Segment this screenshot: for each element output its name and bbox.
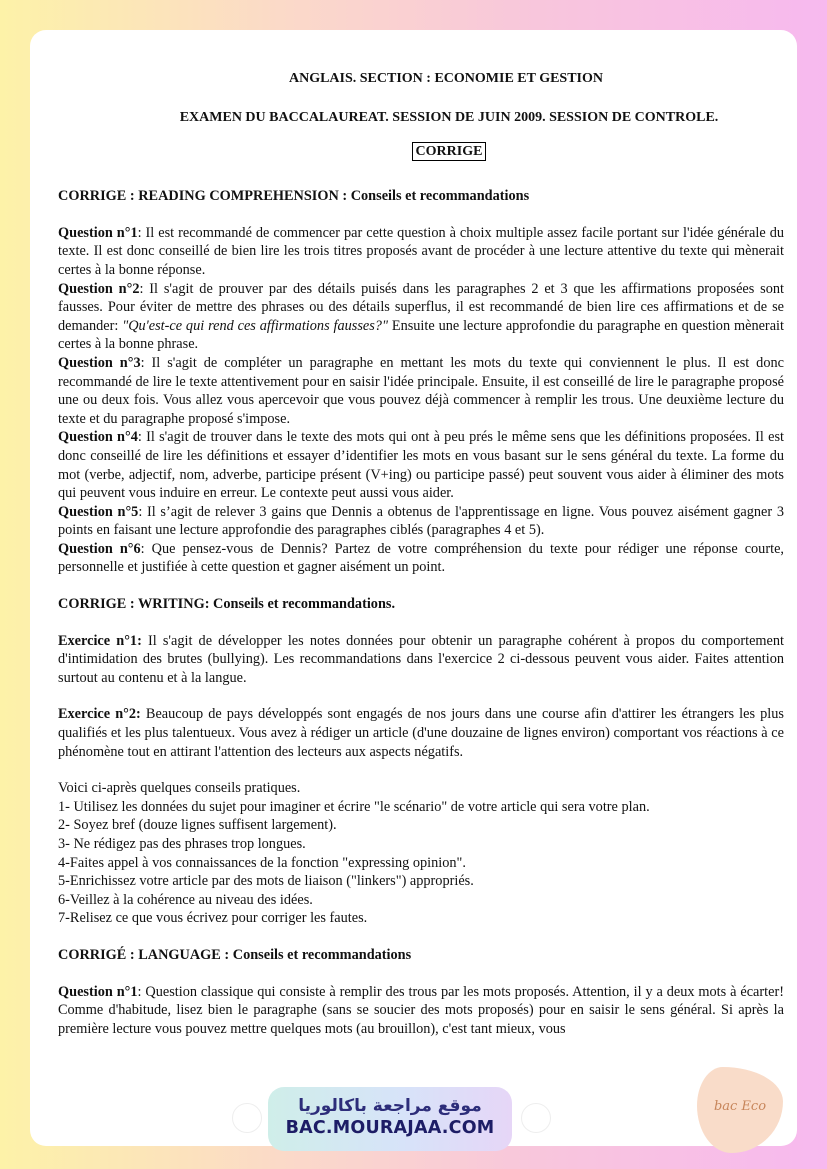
tip-item: 6-Veillez à la cohérence au niveau des idées. [58, 891, 313, 908]
site-url: BAC.MOURAJAA.COM [285, 1118, 495, 1138]
document-content [58, 70, 784, 1038]
tip-item: 1- Utilisez les données du sujet pour imaginer et écrire "le scénario" de votre article qui sera votre plan. [58, 798, 650, 815]
writing-exercise-2: Exercice n°2: Beaucoup de pays développés sont engagés de nos jours dans une course afin d'attirer les étrangers les plus qualifiés et les plus talentueux. Vous avez à rédiger un article (d'une douzaine de lignes environ) comportant vos réactions à ce phénomène tout en attirant l'attention des lecteurs aux aspects négatifs. [58, 706, 784, 760]
reading-question-5: Question n°5: Il s’agit de relever 3 gains que Dennis a obtenus de l'apprentissage en ligne. Vous pouvez aisément gagner 3 points en faisant une lecture approfondie des paragraphes ciblés (paragraphes 4 et 5). [58, 503, 784, 539]
document-page [30, 30, 797, 1146]
writing-exercise-1: Exercice n°1: Il s'agit de développer les notes données pour obtenir un paragraphe cohérent à propos du comportement d'intimidation des brutes (bullying). Les recommandations dans l'exercice 2 ci-dessous peuvent vous aider. Faites attention surtout au contenu et à la langue. [58, 632, 785, 686]
site-logo-icon [232, 1103, 262, 1133]
language-heading: CORRIGÉ : LANGUAGE : Conseils et recommandations [58, 946, 412, 963]
tip-item: 5-Enrichissez votre article par des mots de liaison ("linkers") appropriés. [58, 873, 474, 890]
tip-item: 2- Soyez bref (douze lignes suffisent largement). [58, 817, 337, 834]
reading-question-1: Question n°1: Il est recommandé de commencer par cette question à choix multiple assez facile portant sur l'idée générale du texte. Il est donc conseillé de bien lire les trois titres proposés avant de procéder à une lecture attentive du texte qui mènerait certes à la bonne réponse. [58, 224, 784, 278]
tip-item: 4-Faites appel à vos connaissances de la fonction "expressing opinion". [58, 854, 466, 871]
tip-item: 3- Ne rédigez pas des phrases trop longues. [58, 836, 306, 852]
site-logo-icon [521, 1103, 551, 1133]
site-name-arabic: موقع مراجعة باكالوريا [298, 1096, 482, 1116]
tips-intro: Voici ci-après quelques conseils pratiques. [58, 780, 301, 797]
exam-session-title: EXAMEN DU BACCALAUREAT. SESSION DE JUIN 2009. SESSION DE CONTROLE. [179, 109, 719, 125]
corrige-boxed-text: CORRIGE [412, 142, 487, 161]
writing-heading: CORRIGE : WRITING: Conseils et recommandations. [58, 596, 396, 613]
corrige-label [58, 142, 784, 161]
exam-subject-title: ANGLAIS. SECTION : ECONOMIE ET GESTION [288, 71, 604, 86]
language-question-1: Question n°1: Question classique qui consiste à remplir des trous par les mots proposés. Attention, il y a deux mots à écarter! Comme d'habitude, lisez bien le paragraphe (sans se soucier des mots proposés) pour en saisir le sens général. Si après la première lecture vous pouvez mettre quelques mots (au brouillon), c'est tant mieux, vous [58, 983, 784, 1037]
bac-eco-text: bac Eco [713, 1099, 767, 1114]
reading-heading: CORRIGE : READING COMPREHENSION : Conseils et recommandations [58, 188, 530, 205]
reading-question-2: Question n°2: Il s'agit de prouver par des détails puisés dans les paragraphes 2 et 3 que les affirmations proposées sont fausses. Pour éviter de mettre des phrases ou des détails superflus, il est recommandé de bien lire ces affirmations et de se demander: "Qu'est-ce qui rend ces affirmations fausses?" Ensuite une lecture approfondie du paragraphe en question mènerait certes à la bonne phrase. [58, 280, 784, 353]
reading-question-6: Question n°6: Que pensez-vous de Dennis? Partez de votre compréhension du texte pour rédiger une réponse courte, personnelle et justifiée à cette question et gagner aisément un point. [58, 540, 784, 576]
site-banner-link[interactable] [268, 1087, 512, 1151]
reading-question-4: Question n°4: Il s'agit de trouver dans le texte des mots qui ont à peu prés le même sens que les définitions proposées. Il est donc conseillé de lire les définitions et essayer d’identifier les mots en vous basant sur le sens général du texte. La forme du mot (verbe, adjectif, nom, adverbe, participe présent (V+ing) ou participe passé) peut souvent vous aider à éliminer des mots qui peuvent vous induire en erreur. Le contexte peut aussi vous aider. [58, 429, 784, 502]
tip-item: 7-Relisez ce que vous écrivez pour corriger les fautes. [58, 910, 368, 927]
reading-question-3: Question n°3: Il s'agit de compléter un paragraphe en mettant les mots du texte qui conviennent le plus. Il est donc recommandé de lire le texte attentivement pour en saisir l'idée principale. Ensuite, il est conseillé de lire le paragraphe proposé une ou deux fois. Vous allez vous apercevoir que vous pouvez déjà commencer à remplir les trous. Une deuxième lecture du texte et du paragraphe proposé s'impose. [58, 354, 784, 427]
